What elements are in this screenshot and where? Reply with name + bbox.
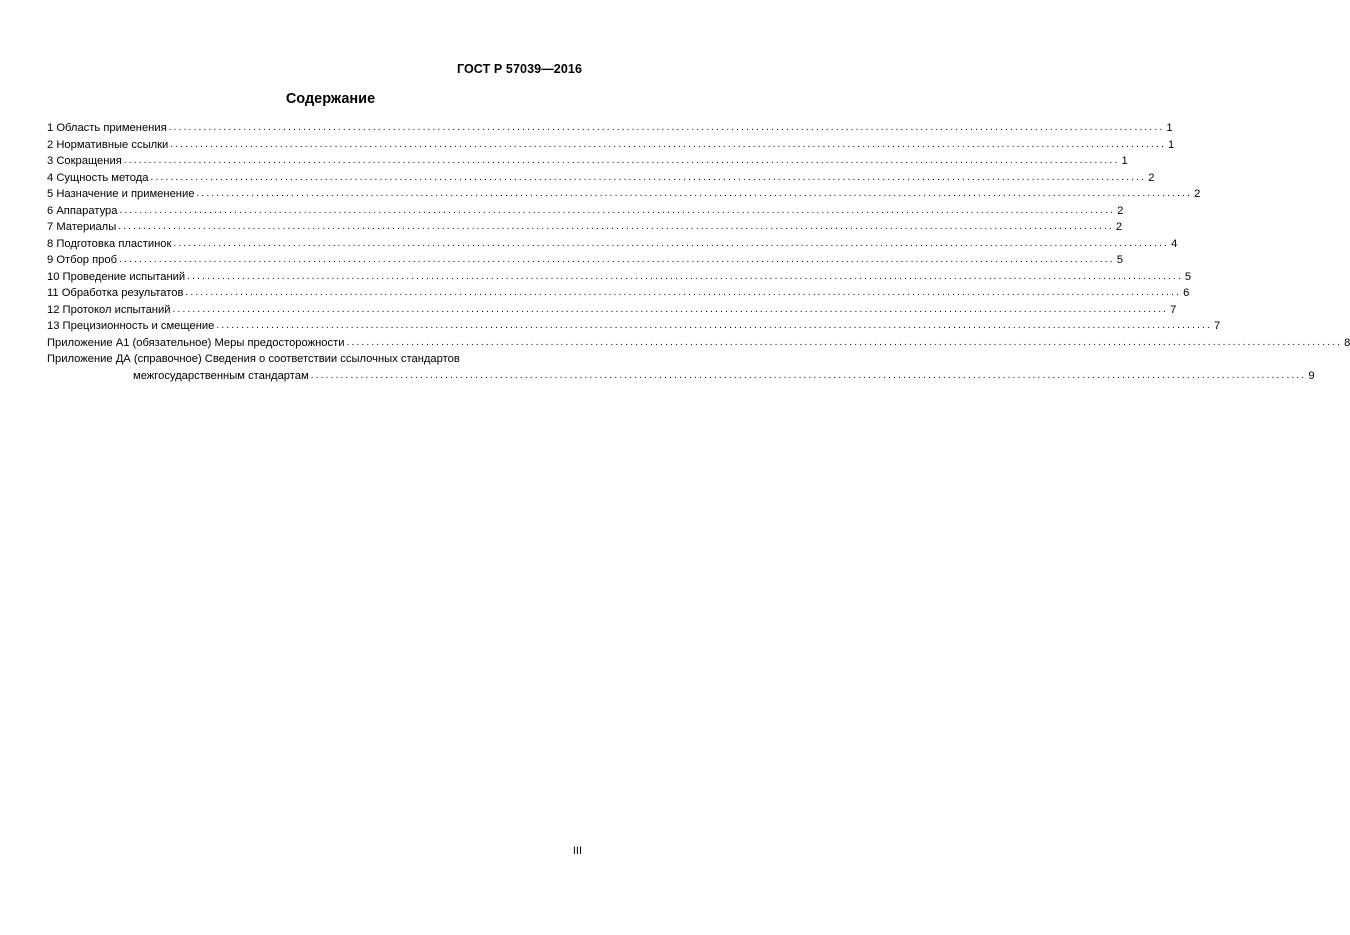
toc-item-page: 1: [1167, 138, 1175, 151]
page-number: III: [572, 845, 582, 857]
toc-leader-dots: ........................................................................................................................................................................................................: [173, 237, 1170, 249]
toc-leader-dots: ........................................................................................................................................................................................................: [123, 155, 1120, 166]
toc-leader-dots: ........................................................................................................................................................................................................: [119, 254, 1115, 265]
toc-item-label: 6 Аппаратура: [47, 204, 118, 217]
toc-item[interactable]: [47, 219, 1123, 236]
toc-leader-dots: ........................................................................................................................................................................................................: [216, 320, 1213, 331]
toc-item-label: 2 Нормативные ссылки: [47, 138, 169, 151]
toc-leader-dots: ........................................................................................................................................................................................................: [346, 336, 1343, 348]
toc-item-label: 4 Сущность метода: [47, 171, 149, 184]
toc-item-page: 1: [1166, 122, 1173, 134]
toc-item[interactable]: [47, 153, 1128, 170]
toc-item-label: 7 Материалы: [47, 221, 117, 233]
toc-item-label: 1 Область применения: [47, 122, 167, 134]
toc-title: Содержание: [285, 91, 376, 107]
toc-leader-dots: ........................................................................................................................................................................................................: [185, 287, 1182, 298]
toc-item-label: Приложение А1 (обязательное) Меры предосторожности: [47, 336, 345, 349]
toc-leader-dots: ........................................................................................................................................................................................................: [187, 270, 1183, 282]
toc-item[interactable]: [47, 203, 1124, 220]
toc-item-label: 8 Подготовка пластинок: [47, 237, 172, 250]
toc-item[interactable]: [47, 120, 1173, 137]
toc-item[interactable]: [47, 302, 1177, 319]
toc-leader-dots: ........................................................................................................................................................................................................: [172, 303, 1169, 315]
toc-item-page: 5: [1116, 254, 1123, 266]
toc-leader-dots: ........................................................................................................................................................................................................: [118, 221, 1114, 232]
table-of-contents: [47, 120, 1350, 384]
toc-item-label: 10 Проведение испытаний: [47, 270, 186, 283]
toc-item[interactable]: [47, 170, 1155, 187]
toc-leader-dots: ........................................................................................................................................................................................................: [168, 122, 1165, 133]
toc-item-label: 12 Протокол испытаний: [47, 303, 171, 316]
toc-leader-dots: ........................................................................................................................................................................................................: [310, 369, 1307, 381]
toc-item[interactable]: [47, 186, 1201, 203]
toc-item-page: 7: [1170, 303, 1177, 316]
toc-leader-dots: ........................................................................................................................................................................................................: [196, 188, 1193, 199]
toc-item-page: 2: [1148, 171, 1155, 184]
toc-item[interactable]: [47, 236, 1178, 253]
toc-item-page: 4: [1171, 237, 1178, 250]
toc-item-label: 13 Прецизионность и смещение: [47, 320, 215, 332]
toc-leader-dots: ........................................................................................................................................................................................................: [150, 171, 1147, 183]
toc-item-page: 9: [1308, 369, 1315, 382]
toc-item-page: 6: [1183, 287, 1190, 299]
toc-item-page: 1: [1121, 155, 1128, 167]
toc-item[interactable]: [47, 269, 1192, 286]
toc-item[interactable]: [47, 252, 1123, 269]
toc-item[interactable]: [47, 318, 1221, 335]
toc-item-page: 2: [1115, 221, 1123, 233]
toc-item[interactable]: [47, 285, 1190, 302]
toc-item[interactable]: [47, 335, 1350, 352]
toc-item-label: 11 Обработка результатов: [47, 287, 184, 299]
toc-item-label-line1: Приложение ДА (справочное) Сведения о соответствии ссылочных стандартов: [47, 353, 460, 365]
toc-item-appendix-da[interactable]: [47, 351, 1315, 384]
toc-item-label-line2: межгосударственным стандартам: [133, 369, 309, 382]
toc-item-label: 9 Отбор проб: [47, 254, 118, 266]
toc-item-page: 5: [1184, 270, 1192, 283]
document-code: ГОСТ Р 57039—2016: [456, 62, 582, 76]
toc-item[interactable]: [47, 137, 1175, 154]
toc-leader-dots: ........................................................................................................................................................................................................: [170, 138, 1166, 150]
toc-item-page: 7: [1214, 320, 1221, 332]
toc-leader-dots: ........................................................................................................................................................................................................: [119, 204, 1116, 216]
toc-item-page: 2: [1194, 188, 1201, 200]
toc-item-page: 2: [1117, 204, 1124, 217]
toc-item-page: 8: [1344, 336, 1350, 349]
toc-item-label: 3 Сокращения: [47, 155, 122, 167]
toc-item-label: 5 Назначение и применение: [47, 188, 195, 200]
